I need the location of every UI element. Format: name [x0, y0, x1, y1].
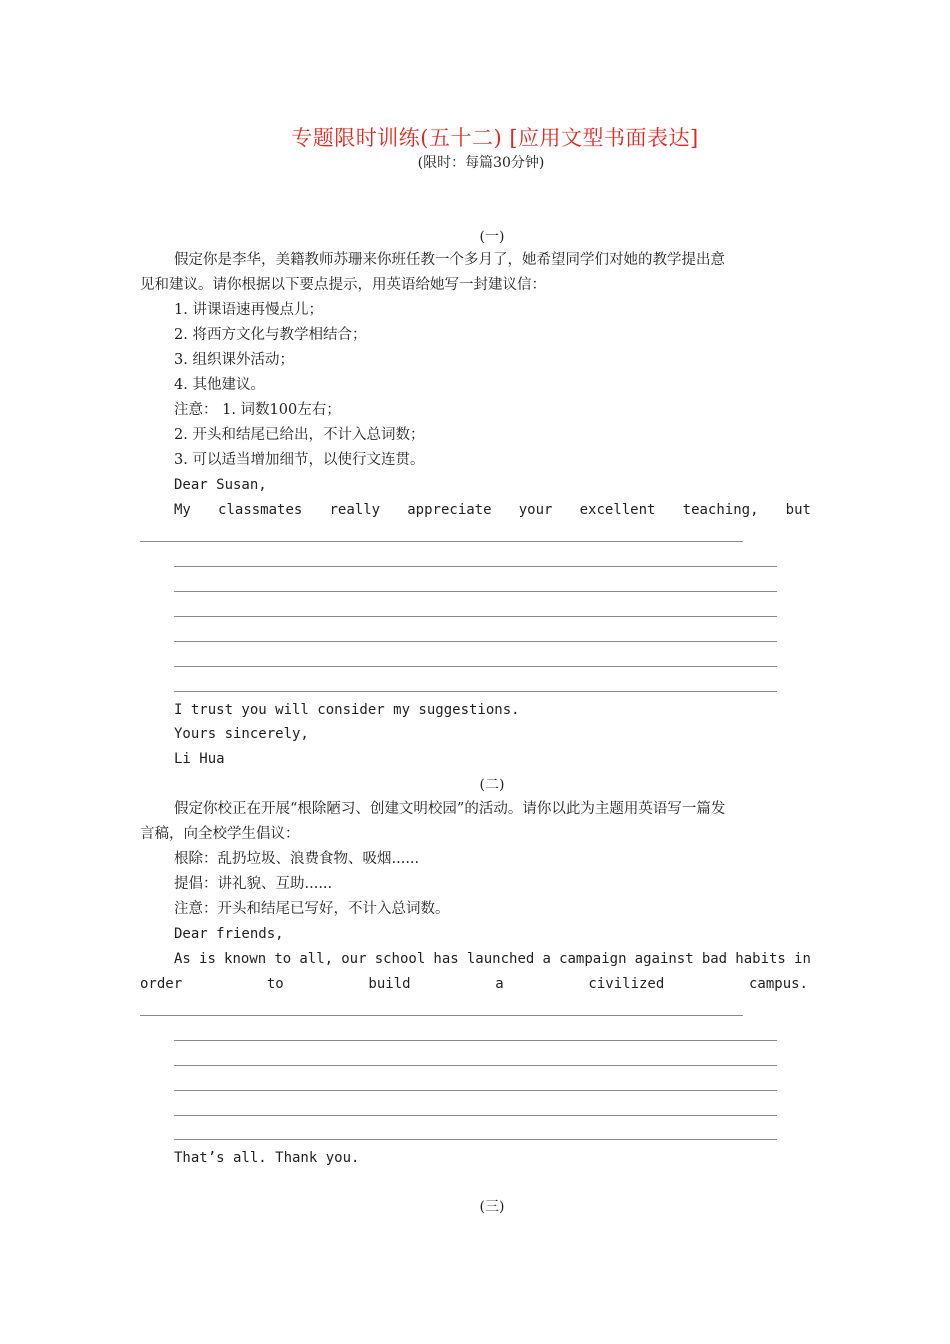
- opening-word: habits: [735, 951, 786, 967]
- opening-word: is: [199, 951, 216, 967]
- opening-word: campus.: [748, 976, 808, 992]
- answer-line: [174, 1115, 777, 1116]
- opening-word: all,: [299, 951, 334, 967]
- opening-word: in: [794, 951, 811, 967]
- section-2-closing: That’s all. Thank you.: [174, 1150, 360, 1166]
- opening-word: excellent: [579, 502, 656, 518]
- opening-word: to: [266, 976, 284, 992]
- opening-word: against: [634, 951, 694, 967]
- opening-word: to: [274, 951, 292, 967]
- answer-line: [174, 566, 777, 567]
- section-1-point-4: 4. 其他建议。: [174, 377, 265, 393]
- section-1-signature: Li Hua: [174, 751, 225, 767]
- opening-word: your: [518, 502, 553, 518]
- opening-word: bad: [701, 951, 728, 967]
- opening-word: As: [174, 951, 191, 967]
- section-2-prompt-line-2: 言稿，向全校学生倡议：: [140, 826, 300, 842]
- section-2-advocate: 提倡：讲礼貌、互助......: [174, 876, 333, 892]
- section-1-opening-sentence: [174, 498, 811, 523]
- section-2-remove-habits: 根除：乱扔垃圾、浪费食物、吸烟......: [174, 851, 420, 867]
- opening-word: appreciate: [407, 502, 492, 518]
- opening-word: school: [374, 951, 426, 967]
- section-1-prompt-line-1: 假定你是李华，美籍教师苏珊来你班任教一个多月了，她希望同学们对她的教学提出意: [174, 252, 725, 268]
- opening-word: campaign: [559, 951, 627, 967]
- section-1-prompt-line-2: 见和建议。请你根据以下要点提示，用英语给她写一封建议信：: [140, 277, 546, 293]
- page-title: 专题限时训练(五十二) [应用文型书面表达]: [291, 126, 699, 150]
- opening-word: My: [174, 502, 191, 518]
- opening-word: build: [368, 976, 411, 992]
- section-1-note-1: 注意： 1. 词数100左右；: [174, 402, 341, 418]
- section-2-opening-line-1: [174, 947, 811, 972]
- answer-line: [174, 666, 777, 667]
- section-3-number: (三): [479, 1199, 505, 1215]
- answer-line: [174, 691, 777, 692]
- answer-line: [174, 616, 777, 617]
- opening-word: really: [329, 502, 381, 518]
- opening-word: has: [433, 951, 459, 967]
- answer-line: [140, 1015, 743, 1016]
- answer-line: [174, 1139, 777, 1140]
- section-1-salutation: Dear Susan,: [174, 477, 267, 493]
- opening-word: a: [495, 976, 504, 992]
- answer-line: [174, 591, 777, 592]
- section-2-note: 注意：开头和结尾已写好，不计入总词数。: [174, 901, 450, 917]
- opening-word: our: [341, 951, 367, 967]
- section-1-signoff: Yours sincerely,: [174, 726, 309, 742]
- section-2-salutation: Dear friends,: [174, 926, 284, 942]
- opening-word: order: [140, 976, 183, 992]
- opening-word: civilized: [588, 976, 665, 992]
- section-2-prompt-line-1: 假定你校正在开展“根除陋习、创建文明校园”的活动。请你以此为主题用英语写一篇发: [174, 801, 726, 817]
- section-1-point-3: 3. 组织课外活动；: [174, 352, 294, 368]
- section-1-closing: I trust you will consider my suggestions.: [174, 702, 520, 718]
- opening-word: teaching,: [682, 502, 759, 518]
- opening-word: but: [785, 502, 811, 518]
- answer-line: [140, 541, 743, 542]
- answer-line: [174, 1065, 777, 1066]
- section-2-number: (二): [479, 777, 505, 793]
- section-1-point-2: 2. 将西方文化与教学相结合；: [174, 327, 367, 343]
- time-limit-subtitle: (限时：每篇30分钟): [417, 155, 545, 171]
- opening-word: known: [224, 951, 267, 967]
- opening-word: a: [542, 951, 551, 967]
- section-2-opening-line-2: [140, 972, 808, 997]
- section-1-note-3: 3. 可以适当增加细节，以使行文连贯。: [174, 452, 425, 468]
- opening-word: classmates: [218, 502, 303, 518]
- section-1-number: (一): [479, 229, 505, 245]
- answer-line: [174, 641, 777, 642]
- answer-line: [174, 1040, 777, 1041]
- section-1-point-1: 1. 讲课语速再慢点儿；: [174, 302, 323, 318]
- section-1-note-2: 2. 开头和结尾已给出，不计入总词数；: [174, 427, 425, 443]
- opening-word: launched: [466, 951, 535, 967]
- answer-line: [174, 1090, 777, 1091]
